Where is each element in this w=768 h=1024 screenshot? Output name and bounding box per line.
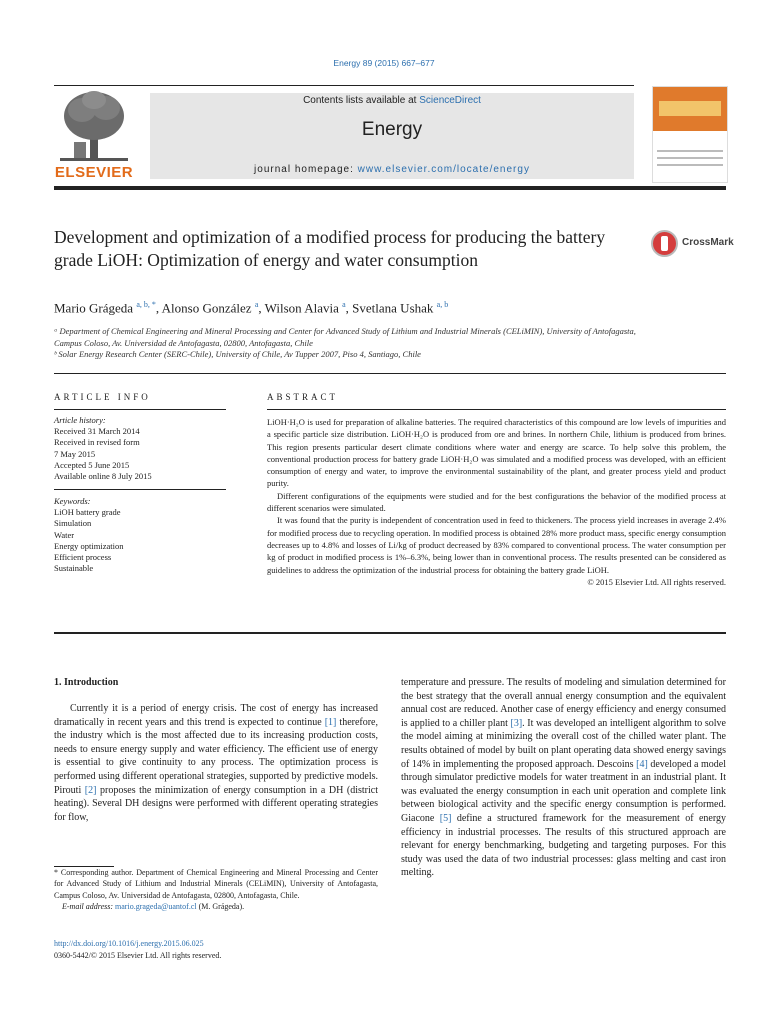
- elsevier-logo: [54, 86, 134, 182]
- reference-link[interactable]: [4]: [636, 758, 648, 770]
- keyword: Efficient process: [54, 552, 112, 563]
- contents-line: [150, 95, 634, 106]
- issn-line: 0360-5442/© 2015 Elsevier Ltd. All rights reserved.: [54, 950, 222, 960]
- author-name[interactable]: Mario Grágeda: [54, 300, 134, 316]
- homepage-prefix: journal homepage:: [254, 164, 358, 175]
- history-item: Received 31 March 2014: [54, 426, 140, 437]
- body-text: define a structured framework for the measurement of energy efficiency in industrial processes. The results of this structured approach are relevant for energy benchmarking, budgeting and targeting purposes. For this study was used the data of two industrial processes: glass melting and cast iron melting.: [401, 812, 726, 879]
- tree-icon: [54, 86, 134, 164]
- abstract-heading: ABSTRACT: [267, 392, 339, 402]
- author-affiliation-mark[interactable]: a: [342, 300, 346, 309]
- abstract-copyright: © 2015 Elsevier Ltd. All rights reserved.: [587, 576, 726, 587]
- author-affiliation-mark[interactable]: a, b: [436, 300, 449, 309]
- article-info-heading: ARTICLE INFO: [54, 392, 151, 402]
- cover-lines: [657, 145, 723, 171]
- email-suffix: (M. Grágeda).: [196, 902, 245, 912]
- body-text: . It was developed an intelligent algorithm to solve the model aiming at minimizing the overall cost of the chilled water plant. The results obtained of model by built on plant operating data showed energy savings of 14% in implementing the proposed approach. Descoins: [401, 717, 726, 770]
- doi-block: [54, 938, 221, 961]
- article-history: [54, 415, 226, 482]
- body-text: temperature and pressure. The results of modeling and simulation determined for the best strategy that the overall annual energy consumption and the equivalent annual cost are reduced. Another case of energy efficiency and energy consumed is applied to a chiller plant: [401, 677, 726, 729]
- email-link[interactable]: mario.grageda@uantof.cl: [115, 902, 197, 912]
- author-affiliation-mark[interactable]: a: [254, 300, 259, 309]
- doi-link[interactable]: http://dx.doi.org/10.1016/j.energy.2015.06.025: [54, 939, 204, 948]
- cover-title-block: [659, 101, 721, 116]
- keyword: Sustainable: [54, 563, 94, 574]
- sciencedirect-link[interactable]: ScienceDirect: [419, 95, 481, 106]
- author-name[interactable]: Svetlana Ushak: [352, 300, 434, 316]
- reference-link[interactable]: [1]: [324, 716, 337, 728]
- author-name[interactable]: Alonso González: [161, 300, 252, 316]
- affiliation-a: ᵃ Department of Chemical Engineering and Mineral Processing and Center for Advanced Study of Lithium and Industrial Minerals (CELiMIN), University of Antofagasta, Campus Coloso, Av. Universidad de Antofagasta, 02800, Antofagasta, Chile: [54, 326, 636, 348]
- section-heading-introduction: 1. Introduction: [54, 677, 119, 688]
- history-item: Received in revised form: [54, 437, 140, 448]
- header-thick-rule: [54, 186, 726, 190]
- reference-link[interactable]: [5]: [439, 812, 452, 824]
- body-text: therefore, the industry which is the most affected due to its increasing production costs, needs to ensure energy supply and water efficiency. The efficient use of energy is essential to give continuity to any process. The optimization process is performed using different operational strategies, supported by predictive models. Pirouti: [54, 716, 378, 796]
- affiliation-rule: [54, 373, 726, 374]
- elsevier-wordmark: ELSEVIER: [54, 164, 134, 181]
- history-item: Available online 8 July 2015: [54, 471, 152, 482]
- crossmark-badge[interactable]: [651, 228, 734, 262]
- front-matter-end-rule: [54, 632, 726, 634]
- history-item: Accepted 5 June 2015: [54, 459, 130, 470]
- journal-cover-image: [652, 86, 728, 183]
- reference-link[interactable]: [3]: [510, 717, 523, 729]
- keyword: Energy optimization: [54, 540, 124, 551]
- body-text: Currently it is a period of energy crisis. The cost of energy has increased dramatically in recent years and this trend is expected to continue: [54, 703, 378, 728]
- keyword: Water: [54, 529, 75, 540]
- reference-link[interactable]: [2]: [84, 784, 97, 796]
- body-column-left: [54, 702, 378, 824]
- keyword: Simulation: [54, 518, 92, 529]
- abstract-paragraph: Different configurations of the equipments were studied and for the best configurations the behavior of the modified process at different scenarios were simulated.: [267, 490, 726, 514]
- contents-prefix: Contents lists available at: [303, 95, 420, 106]
- abstract-paragraph: LiOH·H₂O is used for preparation of alkaline batteries. The required characteristics of this compound are low levels of impurities and a specific particle size distribution. LiOH·H₂O is produced from ore and brines. In northern Chile, lithium is produced from brines. This region presents particular desert climate conditions where water and energy are scarce. To help solve this problem, the conventional production process for battery grade LiOH·H₂O was simulated and a modified process was developed, with an efficient consumption of energy and water, to improve the environmental sustainability of the plant, and greater process yield and product purity.: [267, 417, 726, 489]
- corresponding-author-footnote: [54, 867, 378, 913]
- crossmark-label: CrossMark: [682, 237, 734, 248]
- keyword: LiOH battery grade: [54, 507, 121, 518]
- journal-banner: [150, 93, 634, 179]
- crossmark-icon: [651, 230, 678, 257]
- body-text: proposes the minimization of energy consumption in a DH (district heating). Several DH designs were performed with different operating strategies for flow,: [54, 784, 378, 823]
- author-name[interactable]: Wilson Alavia: [264, 300, 339, 316]
- email-line: [54, 901, 378, 912]
- footnote-text: * Corresponding author. Department of Chemical Engineering and Mineral Processing and Center for Advanced Study of Lithium and Industrial Minerals (CELiMIN), University of Antofagasta, Campus Coloso, Av. Universidad de Antofagasta, 02800, Antofagasta, Chile.: [54, 868, 378, 900]
- body-column-right: [401, 676, 726, 880]
- article-title: Development and optimization of a modified process for producing the battery grade LiOH: Optimization of energy and water consumption: [54, 227, 606, 270]
- homepage-line: [150, 164, 634, 175]
- keywords-label: Keywords:: [54, 496, 91, 506]
- article-info-rule: [54, 409, 226, 410]
- abstract-paragraph: It was found that the purity is independent of concentration used in feed to thickeners. The process yield increases in average 2.4% for modified process due to recycling operation. In modified process is obtained 28% more product mass, specific energy consumption decreases up to 4.8% and losses of Li/kg of product decreased by 83% compared to conventional process. The water consumption per kg of product in modified process is 1%–6.3%, being lower than in conventional process. The results presented can be considered as guidelines to address the optimization of the industrial process for obtaining the battery grade LiOH.: [267, 515, 726, 575]
- abstract-body: [267, 416, 726, 588]
- body-text: developed a model through simulator predictive models for water treatment in an industrial plant. It was evaluated the energy consumption in each unit operation and complete link between biological activity and the specific energy consumption is performed. Giacone: [401, 758, 726, 824]
- history-item: 7 May 2015: [54, 448, 96, 459]
- cover-band: [653, 87, 727, 131]
- affiliation-b: ᵇ Solar Energy Research Center (SERC-Chile), University of Chile, Av Tupper 2007, Piso 4, Santiago, Chile: [54, 349, 421, 359]
- keywords-block: [54, 496, 226, 574]
- author-list: Mario Grágeda $^{a, b, *}$, Alonso González $^a$, Wilson Alavia $^a$, Svetlana Ushak $^{a, b}$: [54, 300, 449, 316]
- journal-citation: Energy 89 (2015) 667–677: [333, 58, 435, 68]
- email-label: E-mail address:: [62, 902, 116, 912]
- author-affiliation-mark[interactable]: a, b, *: [136, 300, 156, 309]
- history-label: Article history:: [54, 415, 106, 425]
- header-rule: [54, 85, 634, 86]
- intro-paragraph: [54, 702, 378, 824]
- homepage-link[interactable]: www.elsevier.com/locate/energy: [357, 164, 530, 175]
- keywords-rule: [54, 489, 226, 490]
- journal-name: Energy: [361, 119, 423, 140]
- abstract-rule: [267, 409, 726, 410]
- intro-paragraph: [401, 676, 726, 880]
